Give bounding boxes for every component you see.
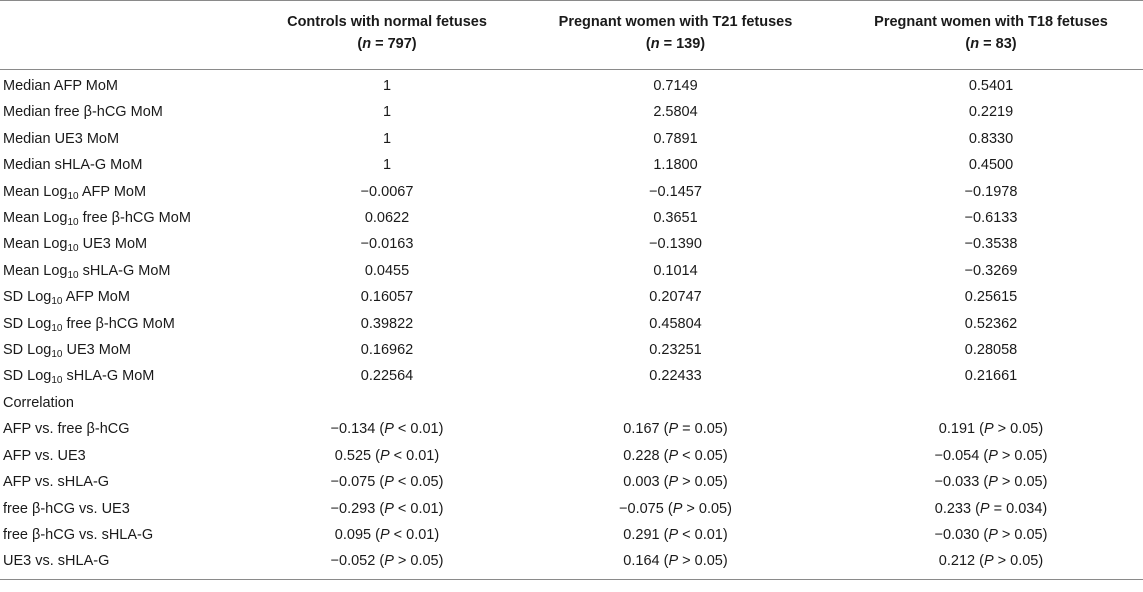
p-symbol: P	[983, 421, 994, 438]
value-cell: 0.52362	[964, 315, 1018, 332]
label-subscript: 10	[67, 217, 79, 229]
label-suffix: UE3 MoM	[78, 236, 148, 253]
value-cell: −0.3269	[964, 262, 1018, 279]
open-paren: (	[971, 500, 980, 517]
table-row	[0, 284, 1143, 310]
p-symbol: P	[384, 474, 394, 491]
p-value: < 0.01)	[389, 526, 440, 543]
p-symbol: P	[379, 447, 390, 464]
p-value: = 0.034)	[989, 500, 1048, 517]
p-symbol: P	[988, 474, 998, 491]
value-cell: 1	[382, 157, 392, 174]
value-cell: 0.7149	[653, 78, 698, 94]
correlation-coefficient: −0.033	[934, 474, 980, 491]
value-cell: 0.7891	[653, 130, 698, 147]
value-cell: −0.0067	[360, 183, 414, 200]
label-subscript: 10	[67, 243, 79, 255]
p-symbol: P	[668, 447, 679, 464]
correlation-coefficient: 0.191	[938, 421, 976, 438]
correlation-cell	[512, 548, 839, 579]
open-paren: (	[375, 474, 385, 491]
header-blank	[0, 1, 262, 34]
p-value: < 0.01)	[393, 421, 444, 438]
table-row	[0, 152, 1143, 178]
correlation-row	[0, 496, 1143, 522]
p-symbol: P	[983, 553, 994, 570]
correlation-coefficient: 0.228	[623, 447, 660, 464]
correlation-cell	[262, 496, 512, 522]
p-value: > 0.05)	[678, 553, 728, 570]
open-paren: (	[979, 526, 989, 543]
open-paren: (	[659, 474, 669, 491]
row-label	[0, 99, 262, 125]
open-paren: (	[371, 526, 380, 543]
n-value: = 83)	[979, 36, 1017, 52]
row-label	[0, 311, 262, 337]
correlation-cell	[512, 443, 839, 469]
table-body	[0, 70, 1143, 580]
correlation-cell	[262, 522, 512, 548]
value-cell	[262, 390, 512, 416]
value-cell: 1	[382, 104, 392, 121]
table-header	[0, 1, 1143, 70]
table-row	[0, 99, 1143, 125]
p-symbol: P	[988, 447, 998, 464]
value-cell	[512, 390, 839, 416]
value-cell: −0.6133	[964, 210, 1018, 227]
label-suffix: AFP MoM	[62, 289, 130, 306]
value-cell: 1	[382, 130, 392, 147]
label-suffix: free β-hCG MoM	[62, 315, 175, 332]
table-row	[0, 126, 1143, 152]
value-cell: 0.23251	[649, 342, 702, 359]
label-text: Median AFP MoM	[3, 78, 118, 94]
p-symbol: P	[979, 500, 990, 517]
table-row	[0, 337, 1143, 363]
p-symbol: P	[672, 500, 683, 517]
correlation-cell	[839, 469, 1143, 495]
value-cell: 1	[382, 78, 392, 94]
correlation-row	[0, 469, 1143, 495]
open-paren: (	[357, 36, 363, 52]
p-symbol: P	[384, 421, 394, 438]
correlation-coefficient: 0.095	[334, 526, 372, 543]
row-label	[0, 363, 262, 389]
value-cell: 0.0622	[364, 210, 410, 227]
row-label	[0, 258, 262, 284]
header-controls-n	[262, 33, 512, 70]
p-symbol: P	[668, 526, 679, 543]
header-t21-n	[512, 33, 839, 70]
p-symbol: P	[988, 526, 998, 543]
correlation-coefficient: 0.164	[623, 553, 660, 570]
p-value: < 0.01)	[389, 447, 440, 464]
value-cell: −0.0163	[360, 236, 414, 253]
correlation-coefficient: 0.212	[938, 553, 976, 570]
p-value: > 0.05)	[678, 474, 728, 491]
correlation-row	[0, 522, 1143, 548]
correlation-cell	[839, 496, 1143, 522]
table-row	[0, 258, 1143, 284]
open-paren: (	[659, 421, 669, 438]
open-paren: (	[975, 421, 984, 438]
n-symbol: n	[650, 36, 660, 52]
open-paren: (	[979, 447, 989, 464]
value-cell: 0.25615	[964, 289, 1018, 306]
p-value: > 0.05)	[997, 474, 1048, 491]
value-cell: 0.45804	[649, 315, 702, 332]
table-row	[0, 311, 1143, 337]
header-t21: Pregnant women with T21 fetuses	[512, 1, 839, 34]
label-text: Mean Log	[3, 262, 68, 279]
open-paren: (	[659, 553, 669, 570]
value-cell: 2.5804	[653, 104, 698, 121]
p-symbol: P	[384, 500, 394, 517]
correlation-row	[0, 443, 1143, 469]
correlation-cell	[262, 469, 512, 495]
label-subscript: 10	[51, 375, 63, 387]
table-row	[0, 205, 1143, 231]
row-label: UE3 vs. sHLA-G	[0, 548, 262, 579]
row-label	[0, 70, 262, 100]
correlation-coefficient: −0.134	[330, 421, 376, 438]
label-subscript: 10	[51, 296, 63, 308]
value-cell: 0.16057	[360, 289, 414, 306]
p-value: > 0.05)	[997, 447, 1048, 464]
correlation-cell	[512, 469, 839, 495]
correlation-coefficient: 0.167	[623, 421, 660, 438]
open-paren: (	[375, 421, 385, 438]
value-cell: 0.1014	[653, 262, 698, 279]
label-text: Mean Log	[3, 236, 68, 253]
value-cell: −0.1978	[964, 183, 1018, 200]
p-value: > 0.05)	[682, 500, 732, 517]
open-paren: (	[975, 553, 984, 570]
label-text: Mean Log	[3, 183, 68, 200]
label-text: SD Log	[3, 315, 52, 332]
label-subscript: 10	[51, 349, 63, 361]
p-value: < 0.01)	[393, 500, 444, 517]
value-cell: −0.1457	[649, 183, 702, 200]
correlation-cell	[839, 522, 1143, 548]
value-cell: 0.22433	[649, 368, 702, 385]
correlation-row	[0, 548, 1143, 579]
label-subscript: 10	[51, 322, 63, 334]
correlation-coefficient: −0.075	[330, 474, 376, 491]
label-text: SD Log	[3, 342, 52, 359]
table-row	[0, 231, 1143, 257]
p-symbol: P	[379, 526, 390, 543]
table-row	[0, 179, 1143, 205]
p-value: = 0.05)	[678, 421, 728, 438]
value-cell: 1.1800	[653, 157, 698, 174]
value-cell: −0.3538	[964, 236, 1018, 253]
p-value: < 0.01)	[678, 526, 728, 543]
correlation-row	[0, 416, 1143, 442]
label-suffix: free β-hCG MoM	[78, 210, 191, 227]
label-text: Median sHLA-G MoM	[3, 157, 143, 174]
open-paren: (	[979, 474, 989, 491]
label-text: Median free β-hCG MoM	[3, 104, 163, 121]
correlation-coefficient: 0.003	[623, 474, 660, 491]
table-row	[0, 363, 1143, 389]
row-label	[0, 126, 262, 152]
correlation-coefficient: 0.525	[334, 447, 372, 464]
label-suffix: sHLA-G MoM	[62, 368, 155, 385]
value-cell: 0.16962	[360, 342, 414, 359]
value-cell: 0.3651	[653, 210, 698, 227]
table-row	[0, 70, 1143, 100]
label-suffix: sHLA-G MoM	[78, 262, 171, 279]
value-cell: 0.21661	[964, 368, 1018, 385]
open-paren: (	[645, 36, 651, 52]
label-subscript: 10	[67, 190, 79, 202]
open-paren: (	[375, 500, 385, 517]
value-cell: 0.8330	[968, 130, 1014, 147]
open-paren: (	[659, 526, 669, 543]
value-cell: 0.28058	[964, 342, 1018, 359]
correlation-cell	[262, 416, 512, 442]
correlation-coefficient: 0.291	[623, 526, 660, 543]
value-cell: 0.0455	[364, 262, 410, 279]
row-label: AFP vs. sHLA-G	[3, 474, 110, 491]
row-label	[0, 152, 262, 178]
label-suffix: UE3 MoM	[62, 342, 131, 359]
value-cell: 0.20747	[649, 289, 702, 306]
label-text: Mean Log	[3, 210, 68, 227]
value-cell	[839, 390, 1143, 416]
p-value: > 0.05)	[393, 553, 444, 570]
correlation-cell	[262, 443, 512, 469]
value-cell: 0.2219	[968, 104, 1014, 121]
n-value: = 139)	[659, 36, 706, 52]
row-label	[0, 337, 262, 363]
row-label: free β-hCG vs. sHLA-G	[3, 526, 154, 543]
correlation-cell	[839, 443, 1143, 469]
correlation-cell	[512, 522, 839, 548]
n-symbol: n	[362, 36, 372, 52]
label-text: SD Log	[3, 289, 52, 306]
row-label: AFP vs. free β-hCG	[3, 421, 130, 438]
value-cell: 0.39822	[360, 315, 414, 332]
correlation-coefficient: −0.293	[330, 500, 376, 517]
p-value: > 0.05)	[993, 553, 1044, 570]
p-value: > 0.05)	[997, 526, 1048, 543]
row-label	[0, 284, 262, 310]
value-cell: 0.4500	[968, 157, 1014, 174]
open-paren: (	[371, 447, 380, 464]
row-label	[0, 231, 262, 257]
p-symbol: P	[668, 553, 679, 570]
p-symbol: P	[668, 421, 679, 438]
correlation-cell	[512, 416, 839, 442]
open-paren: (	[375, 553, 385, 570]
correlation-coefficient: −0.075	[619, 500, 664, 517]
open-paren: (	[663, 500, 673, 517]
correlation-cell	[839, 548, 1143, 579]
value-cell: 0.22564	[360, 368, 414, 385]
value-cell: −0.1390	[649, 236, 702, 253]
header-controls: Controls with normal fetuses	[262, 1, 512, 34]
row-label	[0, 179, 262, 205]
p-value: < 0.05)	[393, 474, 444, 491]
label-text: Median UE3 MoM	[3, 130, 120, 147]
correlation-cell	[262, 548, 512, 579]
correlation-cell	[512, 496, 839, 522]
p-value: > 0.05)	[993, 421, 1044, 438]
correlation-coefficient: −0.052	[330, 553, 376, 570]
correlation-coefficient: −0.054	[934, 447, 980, 464]
p-symbol: P	[668, 474, 679, 491]
n-symbol: n	[970, 36, 980, 52]
n-value: = 797)	[371, 36, 417, 52]
label-subscript: 10	[67, 269, 79, 281]
correlation-coefficient: 0.233	[934, 500, 972, 517]
correlation-cell	[839, 416, 1143, 442]
table-row	[0, 390, 1143, 416]
header-t18: Pregnant women with T18 fetuses	[839, 1, 1143, 34]
p-symbol: P	[384, 553, 394, 570]
row-label	[0, 390, 262, 416]
label-text: SD Log	[3, 368, 52, 385]
header-t18-n	[839, 33, 1143, 70]
correlation-coefficient: −0.030	[934, 526, 980, 543]
open-paren: (	[659, 447, 669, 464]
label-text: Correlation	[3, 394, 74, 411]
row-label: free β-hCG vs. UE3	[3, 500, 130, 517]
row-label	[0, 205, 262, 231]
value-cell: 0.5401	[968, 78, 1014, 94]
header-blank-n	[0, 33, 262, 70]
p-value: < 0.05)	[678, 447, 728, 464]
open-paren: (	[965, 36, 971, 52]
label-suffix: AFP MoM	[78, 183, 147, 200]
row-label: AFP vs. UE3	[3, 447, 86, 464]
